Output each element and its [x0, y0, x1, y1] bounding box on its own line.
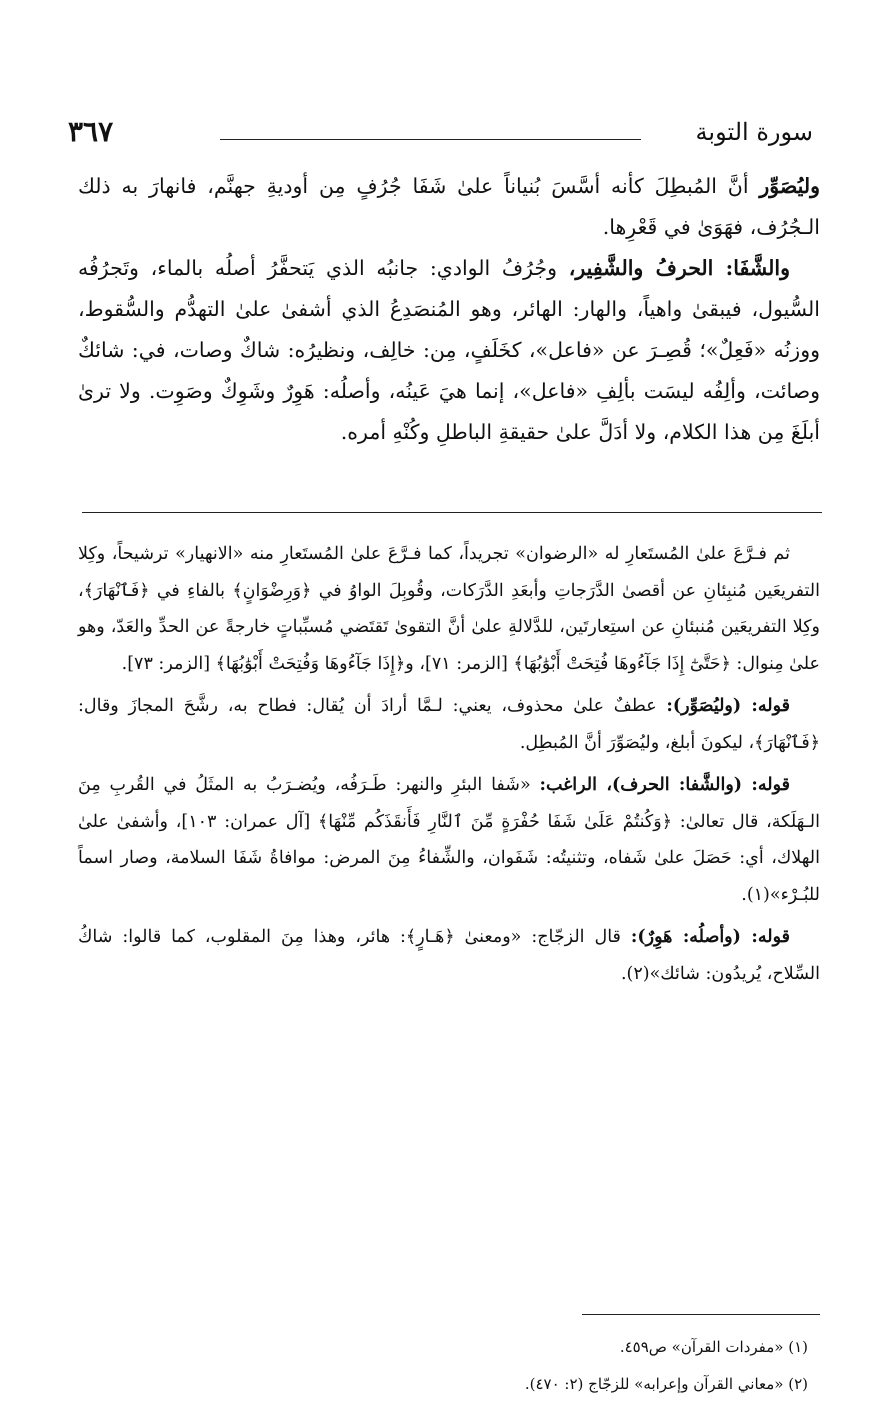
- main-paragraph-1-lead: وليُصَوِّر: [759, 174, 820, 198]
- main-text: [78, 166, 820, 453]
- commentary-paragraph-3: [78, 767, 820, 913]
- commentary-paragraph-3-lead: قوله: (والشَّفا: الحرف)، الراغب:: [539, 775, 791, 795]
- commentary: [78, 536, 820, 998]
- footnotes: [78, 1332, 820, 1406]
- commentary-paragraph-1: [78, 536, 820, 682]
- commentary-paragraph-4-lead: قوله: (وأصلُه: هَوِرٌ):: [630, 927, 790, 947]
- commentary-paragraph-4-body: قال الزجّاج: «ومعنىٰ ﴿هَـارٍ﴾: هائر، وهذا مِنَ المقلوب، كما قالوا: شاكُ السِّلاح، يُريدُون: شائك»(٢).: [78, 927, 820, 984]
- commentary-paragraph-4: [78, 919, 820, 992]
- page-header: [68, 112, 813, 152]
- page-number: ٣٦٧: [68, 115, 114, 148]
- commentary-paragraph-2: [78, 688, 820, 761]
- footnote-rule: [582, 1314, 820, 1315]
- main-paragraph-2-lead: والشَّفَا: الحرفُ والشَّفِير،: [568, 256, 790, 280]
- commentary-paragraph-3-body: «شَفا البئرِ والنهر: طَـرَفُه، ويُضـرَبُ به المثَلُ في القُربِ مِنَ الـهَلَكة، قال تعالىٰ: ﴿وَكُنتُمْ عَلَىٰ شَفَا حُفْرَةٍ مِّنَ ٱلنَّارِ فَأَنقَذَكُم مِّنْهَا﴾ [آل عمران: ١٠٣]، وأشفىٰ علىٰ الهلاك، أي: حَصَلَ علىٰ شَفاه، وتثنيتُه: شَفَوان، والشِّفاءُ مِنَ المرض: موافاةُ شَفَا السلامة، وصار اسماً للبُـرْء»(١).: [78, 775, 821, 905]
- main-paragraph-1: [78, 166, 820, 248]
- commentary-paragraph-2-body: عطفٌ علىٰ محذوف، يعني: لـمَّا أرادَ أن يُقال: فطاح به، رشَّحَ المجازَ وقال: ﴿فَٱنْهَارَ﴾، ليكونَ أبلغ، وليُصَوِّرَ أنَّ المُبطِل.: [78, 696, 820, 753]
- footnote-1: (١) «مفردات القرآن» ص٤٥٩.: [619, 1338, 808, 1356]
- sura-title: سورة التوبة: [695, 118, 813, 146]
- footnote-2: (٢) «معاني القرآن وإعرابه» للزجّاج (٢: ٤٧٠).: [524, 1375, 808, 1393]
- header-rule: [220, 139, 641, 140]
- commentary-paragraph-2-lead: قوله: (وليُصَوِّر):: [666, 696, 790, 716]
- section-divider: [82, 512, 822, 513]
- main-paragraph-2: [78, 248, 820, 453]
- commentary-paragraph-1-body: ثم فـرَّعَ علىٰ المُستَعارِ له «الرضوان» تجريداً، كما فـرَّعَ علىٰ المُستَعارِ منه «الانهيار» ترشيحاً، وكِلا التفريعَين مُنبِئانِ عن أقصىٰ الدَّرَجاتِ وأبعَدِ الدَّرَكات، وقُوبِلَ الواوُ في ﴿وَرِضْوَانٍ﴾ بالفاءِ في ﴿فَٱنْهَارَ﴾، وكِلا التفريعَين مُنبئانِ عن استِعارتَين، للدَّلالةِ علىٰ أنَّ التقوىٰ تَقتَضي مُسبِّباتٍ خارجةً عن الحدِّ والعَدّ، وهو علىٰ مِنوال: ﴿حَتَّىٰٓ إِذَا جَآءُوهَا فُتِحَتْ أَبْوَٰبُهَا﴾ [الزمر: ٧١]، و﴿إِذَا جَآءُوهَا وَفُتِحَتْ أَبْوَٰبُهَا﴾ [الزمر: ٧٣].: [78, 544, 820, 674]
- main-paragraph-2-body: وجُرُفُ الوادي: جانبُه الذي يَتحفَّرُ أصلُه بالماء، وتَجرُفُه السُّيول، فيبقىٰ واهياً، والهار: الهائر، وهو المُنصَدِعُ الذي أشفىٰ علىٰ التهدُّم والسُّقوط، ووزنُه «فَعِلٌ»؛ قُصِـرَ عن «فاعل»، كخَلَفٍ، مِن: خالِف، ونظيرُه: شاكٌ وصات، في: شائكٌ وصائت، وألِفُه ليسَت بألِفِ «فاعل»، إنما هيَ عَينُه، وأصلُه: هَوِرٌ وشَوِكٌ وصَوِت. ولا ترىٰ أبلَغَ مِن هذا الكلام، ولا أدَلَّ علىٰ حقيقةِ الباطلِ وكُنْهِ أمره.: [78, 256, 820, 444]
- main-paragraph-1-body: أنَّ المُبطِلَ كأنه أسَّسَ بُنياناً علىٰ شَفَا جُرُفٍ مِن أوديةِ جهنَّم، فانهارَ به ذلك الـجُرُف، فهَوَىٰ في قَعْرِها.: [78, 174, 820, 239]
